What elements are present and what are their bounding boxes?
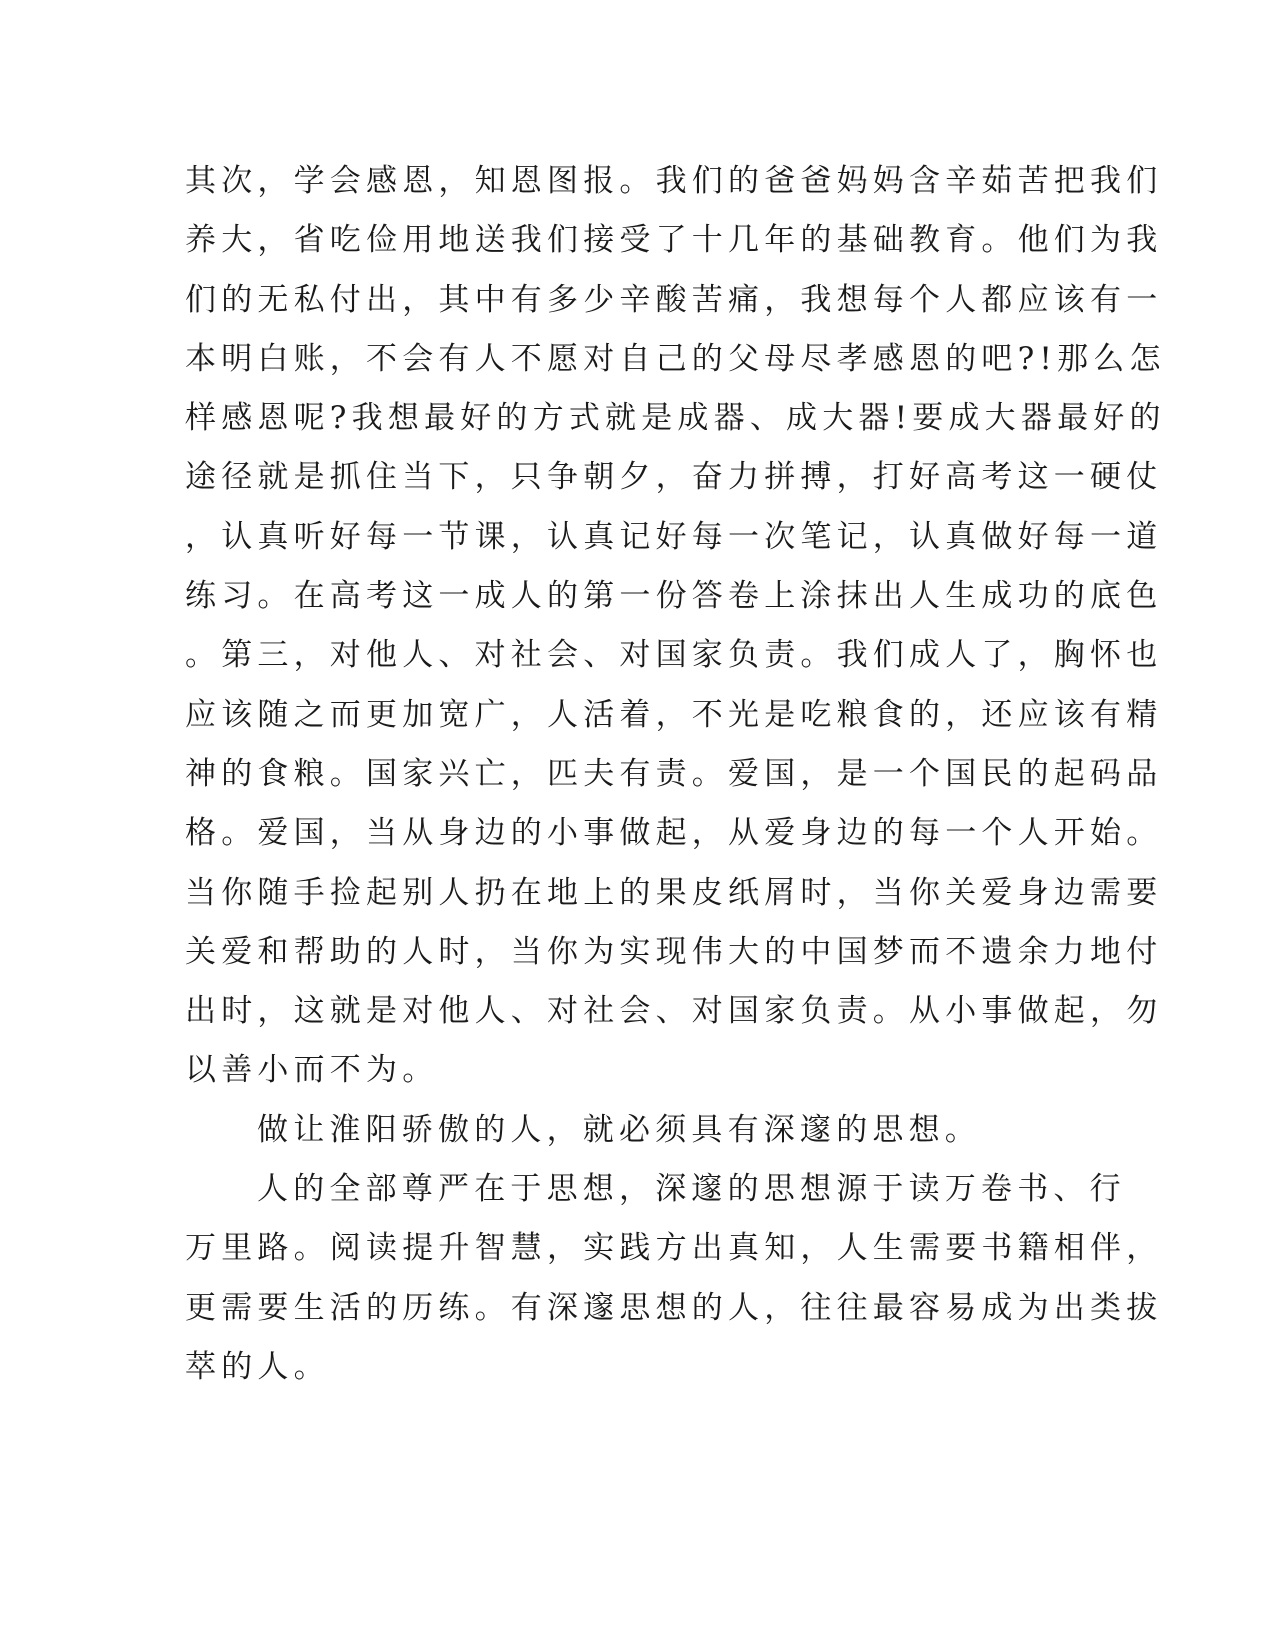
text-line: 养大，省吃俭用地送我们接受了十几年的基础教育。他们为我 xyxy=(185,222,1163,259)
text-line: 途径就是抓住当下，只争朝夕，奋力拼搏，打好高考这一硬仗 xyxy=(185,459,1163,496)
text-line: 萃的人。 xyxy=(185,1348,330,1385)
text-line: 神的食粮。国家兴亡，匹夫有责。爱国，是一个国民的起码品 xyxy=(185,755,1163,792)
text-line: 们的无私付出，其中有多少辛酸苦痛，我想每个人都应该有一 xyxy=(185,281,1163,318)
text-line: 其次，学会感恩，知恩图报。我们的爸爸妈妈含辛茹苦把我们 xyxy=(185,163,1163,199)
text-line: 当你随手捡起别人扔在地上的果皮纸屑时，当你关爱身边需要 xyxy=(185,874,1163,911)
text-line: 练习。在高考这一成人的第一份答卷上涂抹出人生成功的底色 xyxy=(185,578,1163,615)
text-line: 出时，这就是对他人、对社会、对国家负责。从小事做起，勿 xyxy=(185,993,1163,1030)
text-line: 样感恩呢?我想最好的方式就是成器、成大器!要成大器最好的 xyxy=(185,400,1166,437)
text-line: 格。爱国，当从身边的小事做起，从爱身边的每一个人开始。 xyxy=(185,815,1163,852)
text-line: 。第三，对他人、对社会、对国家负责。我们成人了，胸怀也 xyxy=(185,637,1163,674)
text-line: ，认真听好每一节课，认真记好每一次笔记，认真做好每一道 xyxy=(185,518,1163,555)
text-line: 万里路。阅读提升智慧，实践方出真知，人生需要书籍相伴， xyxy=(185,1230,1163,1267)
paragraph-heading-line: 做让淮阳骄傲的人，就必须具有深邃的思想。 xyxy=(257,1111,981,1148)
paragraph-first-line: 人的全部尊严在于思想，深邃的思想源于读万卷书、行 xyxy=(257,1171,1126,1208)
text-line: 以善小而不为。 xyxy=(185,1052,439,1089)
text-line: 关爱和帮助的人时，当你为实现伟大的中国梦而不遗余力地付 xyxy=(185,933,1163,970)
document-body xyxy=(185,152,1166,1397)
text-line: 应该随之而更加宽广，人活着，不光是吃粮食的，还应该有精 xyxy=(185,696,1163,733)
text-line: 更需要生活的历练。有深邃思想的人，往往最容易成为出类拔 xyxy=(185,1289,1163,1326)
text-line: 本明白账，不会有人不愿对自己的父母尽孝感恩的吧?!那么怎 xyxy=(185,340,1166,377)
